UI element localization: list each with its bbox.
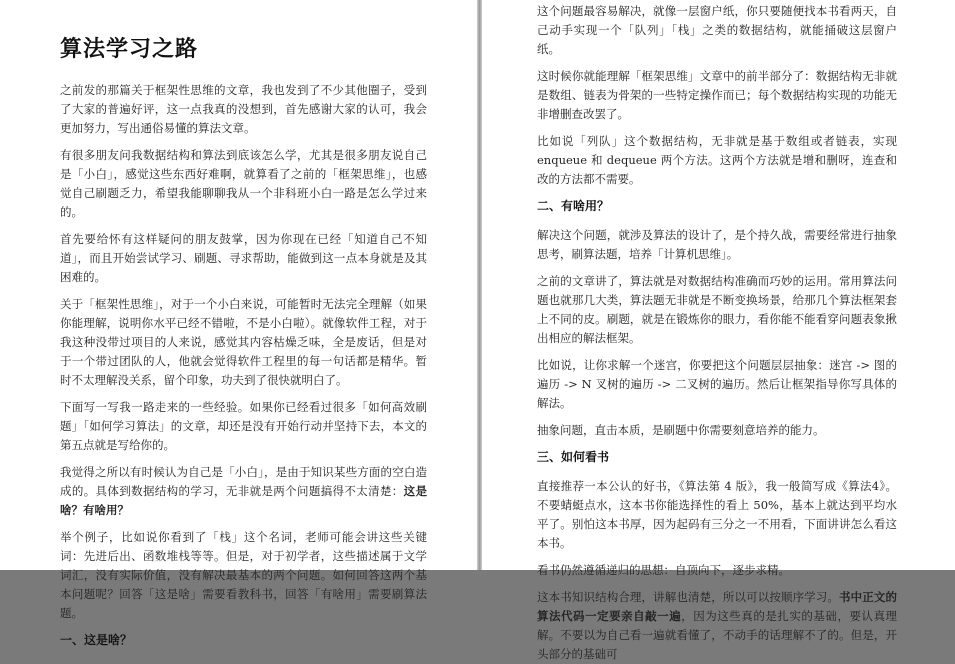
paragraph: 比如说「列队」这个数据结构，无非就是基于数组或者链表，实现 enqueue 和 dequeue 两个方法。这两个方法就是增和删呀，连查和改的方法都不需要。	[537, 134, 897, 186]
paragraph-text: ，因为这些真的是扎实的基础，要认真理解。不要以为自己看一遍就看懂了，不动手的话理解不了的。但是，开头部分的基础可	[537, 609, 898, 661]
section-heading: 二、有啥用？	[537, 199, 610, 213]
right-page	[482, 0, 955, 661]
paragraph-text: 我觉得之所以有时候认为自己是「小白」，是由于知识某些方面的空白造成的。具体到数据结构的学习，无非就是两个问题搞得不太清楚：	[60, 465, 427, 498]
paragraph: 关于「框架性思维」，对于一个小白来说，可能暂时无法完全理解（如果你能理解，说明你水平已经不错啦，不是小白啦）。就像软件工程，对于我这种没带过项目的人来说，感觉其内容枯燥乏味，全是废话，但是对于一个带过团队的人，他就会觉得软件工程里的每一句话都是精华。暂时不太理解没关系，留个印象，功夫到了很快就明白了。	[60, 297, 427, 387]
paragraph	[60, 463, 427, 520]
bold-text: 书中正文的算法代码一定要亲自敲一遍	[537, 590, 897, 623]
paragraph: 举个例子，比如说你看到了「栈」这个名词，老师可能会讲这些关键词：先进后出、函数堆栈等等。但是，对于初学者，这些描述属于文学词汇，没有实际价值，没有解决最基本的两个问题。如何回答这两个基本问题呢？回答「这是啥」需要看教科书，回答「有啥用」需要刷算法题。	[60, 530, 427, 620]
paragraph: 首先要给怀有这样疑问的朋友鼓掌，因为你现在已经「知道自己不知道」，而且开始尝试学习、刷题、寻求帮助，能做到这一点本身就是及其困难的。	[60, 232, 427, 284]
paragraph: 抽象问题，直击本质，是刷题中你需要刻意培养的能力。	[537, 423, 825, 437]
paragraph	[537, 588, 897, 664]
paragraph: 解决这个问题，就涉及算法的设计了，是个持久战，需要经常进行抽象思考，刷算法题，培养「计算机思维」。	[537, 228, 897, 261]
paragraph-text: 这本书知识结构合理，讲解也清楚，所以可以按顺序学习。	[537, 590, 840, 604]
paragraph: 比如说，让你求解一个迷宫，你要把这个问题层层抽象：迷宫 -> 图的遍历 -> N 叉树的遍历 -> 二叉树的遍历。然后让框架指导你写具体的解法。	[537, 358, 897, 410]
left-page	[0, 0, 477, 647]
paragraph: 看书仍然遵循递归的思想：自顶向下，逐步求精。	[537, 563, 790, 577]
paragraph: 这个问题最容易解决，就像一层窗户纸，你只要随便找本书看两天，自己动手实现一个「队列」「栈」之类的数据结构，就能捅破这层窗户纸。	[537, 4, 897, 56]
section-heading: 一、这是啥？	[60, 633, 133, 647]
paragraph: 下面写一写我一路走来的一些经验。如果你已经看过很多「如何高效刷题」「如何学习算法」的文章，却还是没有开始行动并坚持下去，本文的第五点就是写给你的。	[60, 400, 427, 452]
paragraph: 直接推荐一本公认的好书，《算法第 4 版》，我一般简写成《算法4》。不要蜻蜓点水，这本书你能选择性的看上 50%，基本上就达到平均水平了。别怕这本书厚，因为起码有三分之一不用看，下面讲讲怎么看这本书。	[537, 479, 897, 550]
document-title: 算法学习之路	[60, 36, 199, 62]
paragraph: 这时候你就能理解「框架思维」文章中的前半部分了：数据结构无非就是数组、链表为骨架的一些特定操作而已；每个数据结构实现的功能无非增删查改罢了。	[537, 69, 897, 121]
section-heading: 三、如何看书	[537, 450, 610, 464]
bold-text: 这是啥？有啥用？	[60, 484, 428, 517]
paragraph: 有很多朋友问我数据结构和算法到底该怎么学，尤其是很多朋友说自己是「小白」，感觉这些东西好难啊，就算看了之前的「框架思维」，也感觉自己刷题乏力，希望我能聊聊我从一个非科班小白一路是怎么学过来的。	[60, 148, 427, 219]
paragraph: 之前发的那篇关于框架性思维的文章，我也发到了不少其他圈子，受到了大家的普遍好评，这一点我真的没想到，首先感谢大家的认可，我会更加努力，写出通俗易懂的算法文章。	[60, 83, 427, 135]
paragraph: 之前的文章讲了，算法就是对数据结构准确而巧妙的运用。常用算法问题也就那几大类，算法题无非就是不断变换场景，给那几个算法框架套上不同的皮。刷题，就是在锻炼你的眼力，看你能不能看穿问题表象揪出相应的解法框架。	[537, 274, 897, 345]
